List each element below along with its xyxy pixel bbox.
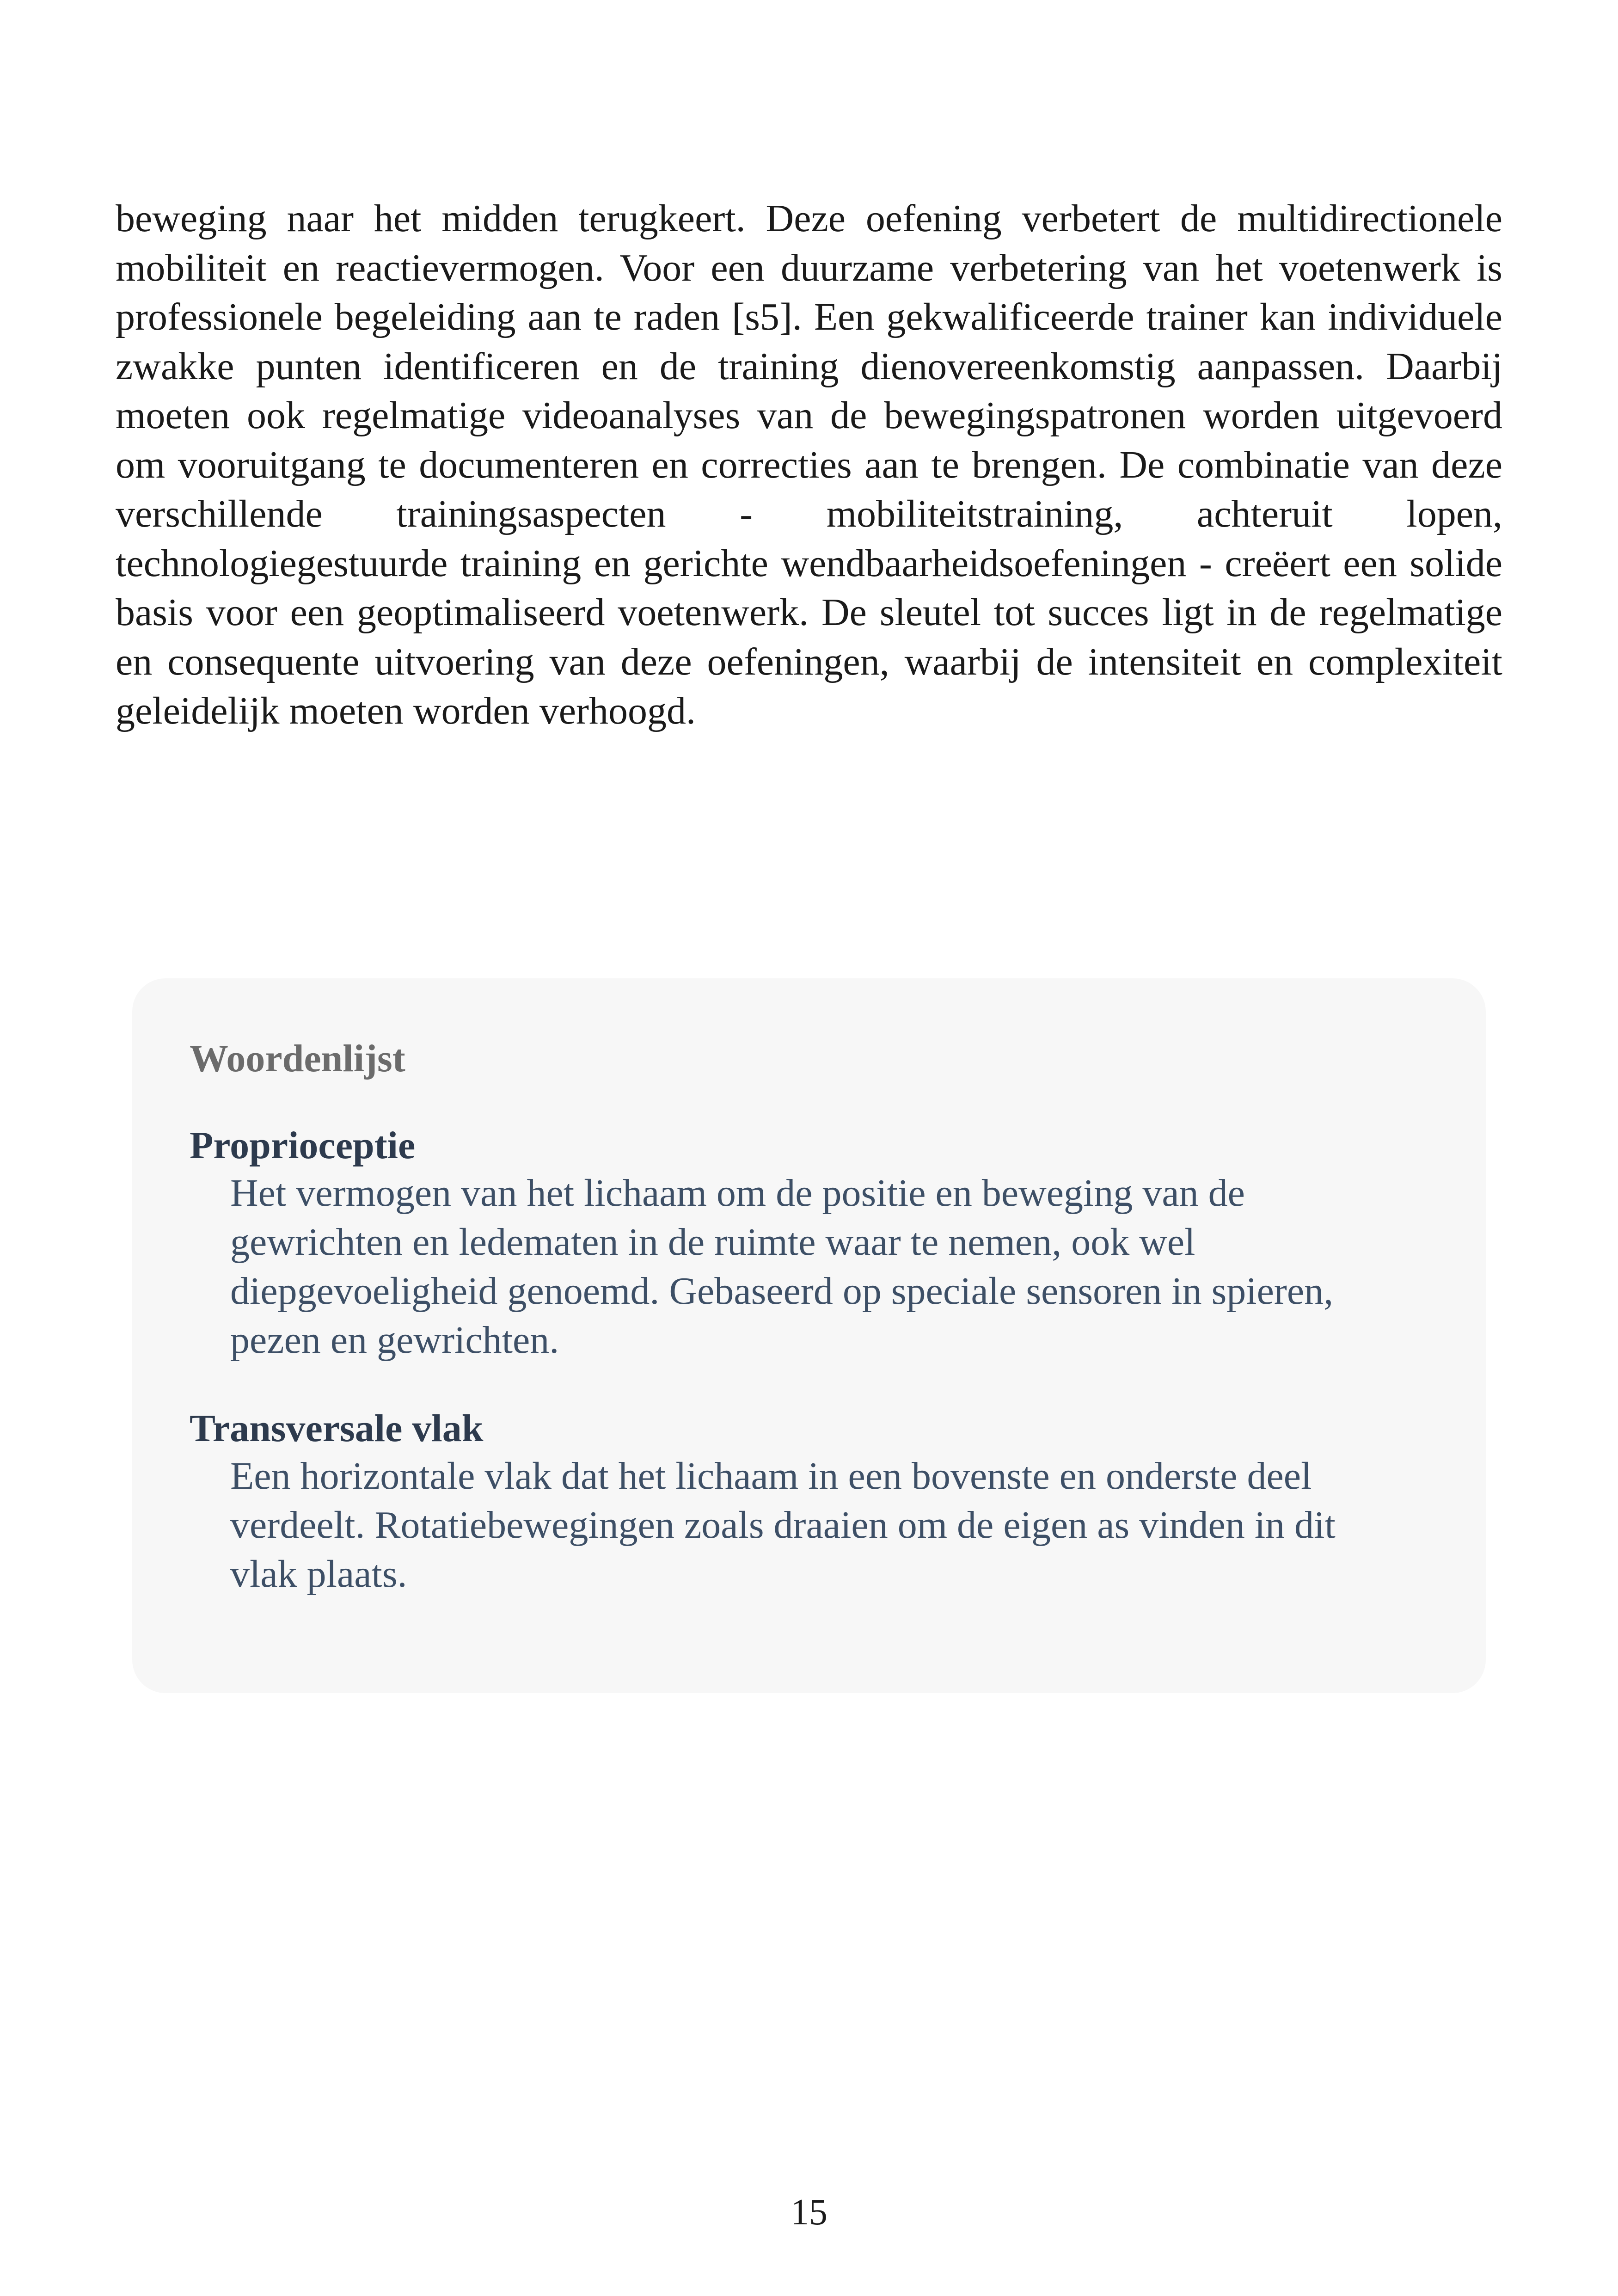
glossary-box xyxy=(132,978,1486,1693)
glossary-term: Proprioceptie xyxy=(190,1124,416,1167)
glossary-entry-transversale-vlak xyxy=(190,1406,1428,1599)
glossary-heading: Woordenlijst xyxy=(190,1037,405,1080)
page-number: 15 xyxy=(791,2192,827,2233)
body-paragraph: beweging naar het midden terugkeert. Deze oefening verbetert de multidirectionele mobiliteit en reactievermogen. Voor een duurzame verbetering van het voetenwerk is professionele begeleiding aan te raden [s5]. Een gekwalificeerde trainer kan individuele zwakke punten identificeren en de training dienovereenkomstig aanpassen. Daarbij moeten ook regelmatige videoanalyses van de bewegingspatronen worden uitgevoerd om vooruitgang te documenteren en correcties aan te brengen. De combinatie van deze verschillende trainingsaspecten - mobiliteitstraining, achteruit lopen, technologiegestuurde training en gerichte wendbaarheidsoefeningen - creëert een solide basis voor een geoptimaliseerd voetenwerk. De sleutel tot succes ligt in de regelmatige en consequente uitvoering van deze oefeningen, waarbij de intensiteit en complexiteit geleidelijk moeten worden verhoogd. xyxy=(116,197,1502,732)
glossary-definition: Het vermogen van het lichaam om de positie en beweging van de gewrichten en ledematen in de ruimte waar te nemen, ook wel diepgevoeligheid genoemd. Gebaseerd op speciale sensoren in spieren, pezen en gewrichten. xyxy=(230,1172,1334,1362)
glossary-term: Transversale vlak xyxy=(190,1407,484,1450)
glossary-definition: Een horizontale vlak dat het lichaam in een bovenste en onderste deel verdeelt. Rotatiebewegingen zoals draaien om de eigen as vinden in dit vlak plaats. xyxy=(230,1455,1336,1596)
glossary-entry-proprioceptie xyxy=(190,1123,1428,1365)
